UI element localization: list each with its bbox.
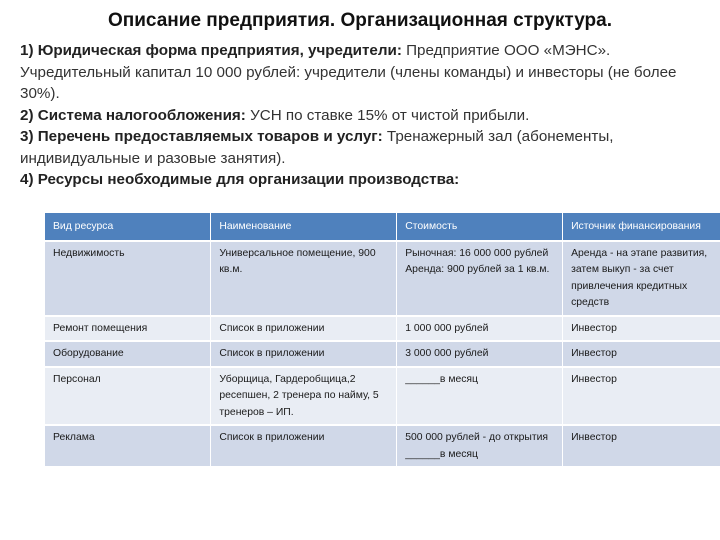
item-services — [20, 126, 710, 169]
table-cell: Рыночная: 16 000 000 рублей Аренда: 900 рублей за 1 кв.м. — [397, 241, 563, 316]
resources-table — [45, 213, 720, 466]
header-cell: Стоимость — [397, 213, 563, 241]
table-row — [45, 241, 720, 316]
table-cell: Реклама — [45, 425, 211, 466]
page-title: Описание предприятия. Организационная структура. — [108, 10, 612, 31]
table-cell: Персонал — [45, 367, 211, 426]
table-header-row — [45, 213, 720, 241]
header-cell: Вид ресурса — [45, 213, 211, 241]
item-legal-form — [20, 40, 710, 105]
table-row — [45, 316, 720, 342]
table-cell: Инвестор — [563, 367, 720, 426]
item-tax-system — [20, 105, 710, 127]
item-label: 4) Ресурсы необходимые для организации производства: — [20, 171, 460, 188]
table-row — [45, 367, 720, 426]
table-cell: Универсальное помещение, 900 кв.м. — [211, 241, 397, 316]
table-cell: Список в приложении — [211, 316, 397, 342]
table-cell: ______в месяц — [397, 367, 563, 426]
item-label: 1) Юридическая форма предприятия, учредители: — [20, 42, 402, 59]
table-cell: Инвестор — [563, 316, 720, 342]
item-text: УСН по ставке 15% от чистой прибыли. — [245, 106, 530, 124]
item-resources — [20, 169, 710, 191]
table-cell: Список в приложении — [211, 341, 397, 367]
table-cell: Ремонт помещения — [45, 316, 211, 342]
table-cell: 1 000 000 рублей — [397, 316, 563, 342]
table-cell: 500 000 рублей - до открытия ______в месяц — [397, 425, 563, 466]
table-cell: Оборудование — [45, 341, 211, 367]
header-cell: Наименование — [211, 213, 397, 241]
table-cell: Инвестор — [563, 425, 720, 466]
table-cell: 3 000 000 рублей — [397, 341, 563, 367]
table-row — [45, 341, 720, 367]
table-cell: Список в приложении — [211, 425, 397, 466]
header-cell: Источник финансирования — [563, 213, 720, 241]
table-cell: Уборщица, Гардеробщица,2 ресепшен, 2 тренера по найму, 5 тренеров – ИП. — [211, 367, 397, 426]
item-label: 2) Система налогообложения: — [20, 106, 246, 124]
description-text — [20, 40, 710, 191]
item-label: 3) Перечень предоставляемых товаров и услуг: — [20, 128, 383, 145]
table-cell: Недвижимость — [45, 241, 211, 316]
item-text: Предприятие ООО «МЭНС». Учредительный капитал 10 000 рублей: учредители (члены команды) и инвесторы (не более 30%). — [20, 42, 677, 102]
item-text: Тренажерный зал (абонементы, индивидуальные и разовые занятия). — [20, 128, 614, 167]
table-cell: Аренда - на этапе развития, затем выкуп - за счет привлечения кредитных средств — [563, 241, 720, 316]
table-cell: Инвестор — [563, 341, 720, 367]
table-row — [45, 425, 720, 466]
